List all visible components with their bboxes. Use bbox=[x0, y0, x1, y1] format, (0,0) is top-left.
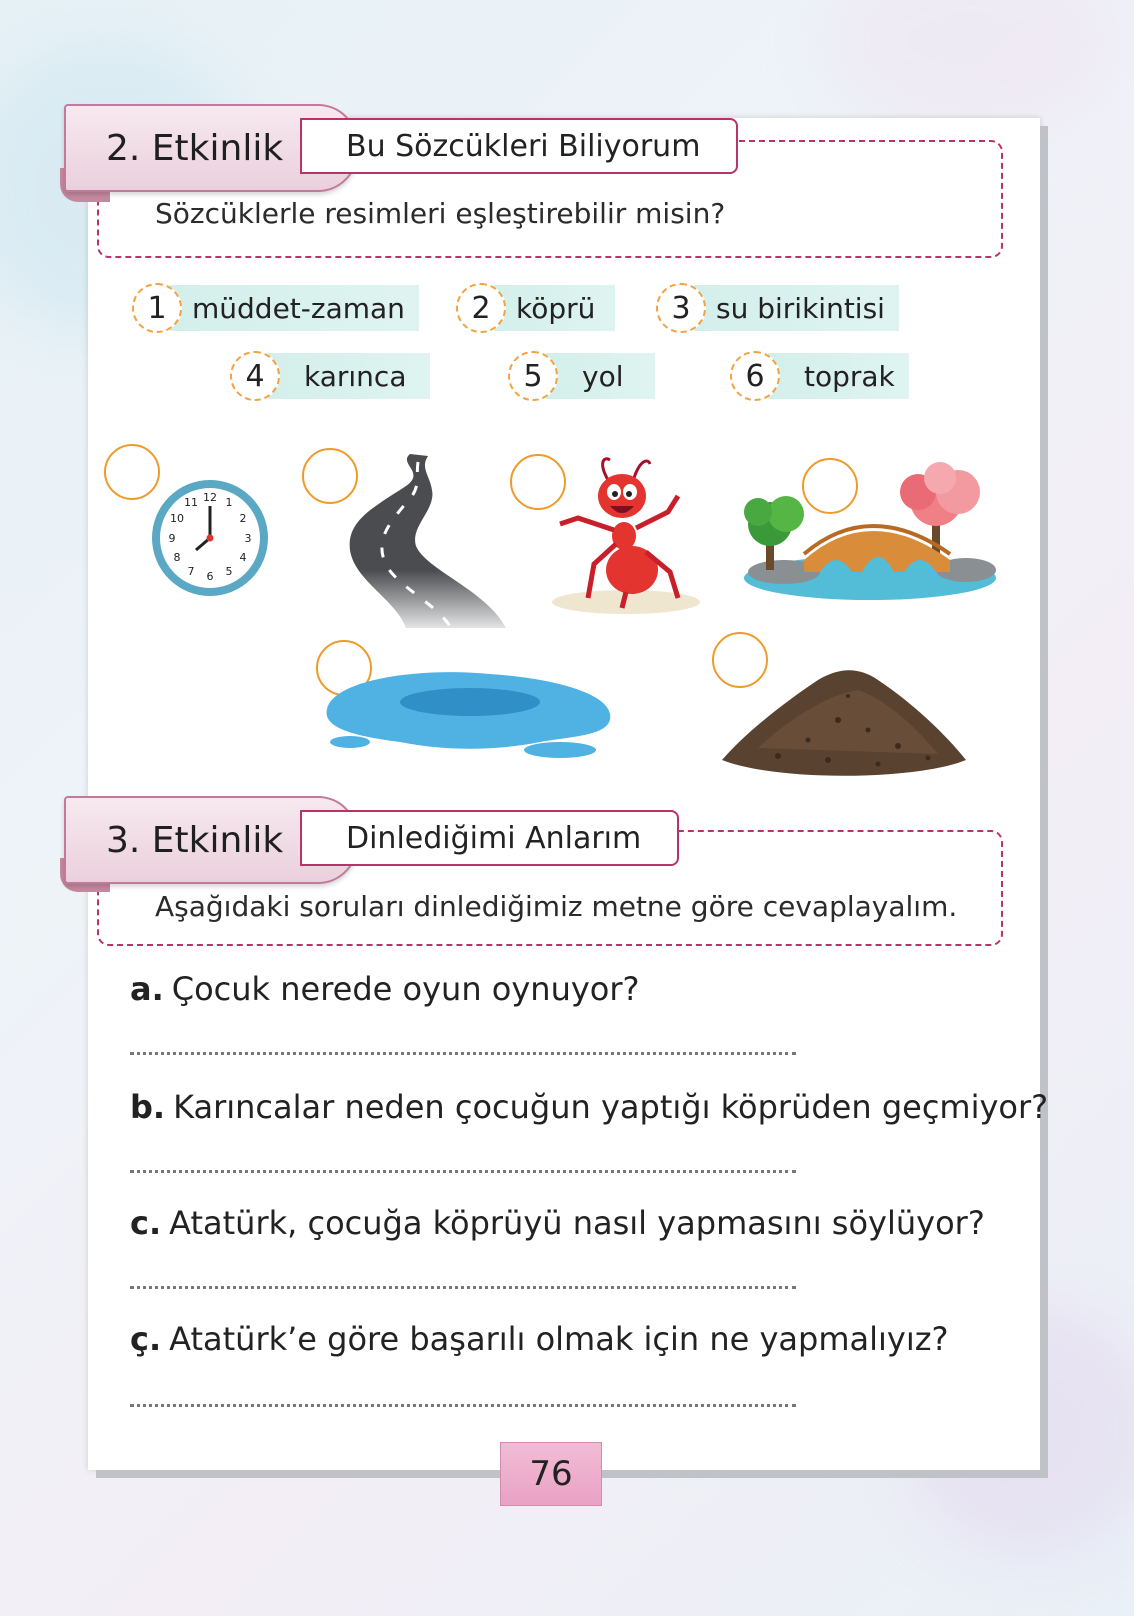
clock-numeral: 9 bbox=[168, 532, 176, 545]
word-text: toprak bbox=[768, 353, 909, 399]
page-number-text: 76 bbox=[529, 1454, 573, 1494]
question-letter: b. bbox=[130, 1088, 166, 1126]
road-image bbox=[336, 450, 512, 628]
clock-numeral: 7 bbox=[187, 565, 195, 578]
activity-title-2 bbox=[300, 118, 738, 174]
activity-title-text: Bu Sözcükleri Biliyorum bbox=[346, 128, 701, 164]
clock-numeral: 1 bbox=[225, 496, 233, 509]
activity-label-text: 3. Etkinlik bbox=[106, 819, 284, 861]
clock-numeral: 5 bbox=[225, 565, 233, 578]
clock-numeral: 2 bbox=[239, 512, 247, 525]
answer-line-c[interactable] bbox=[130, 1286, 796, 1289]
puddle-image bbox=[310, 656, 624, 774]
instruction-2: Sözcüklerle resimleri eşleştirebilir misin? bbox=[155, 196, 726, 230]
question-letter: a. bbox=[130, 970, 164, 1008]
clock-image bbox=[148, 476, 272, 600]
question-text: Karıncalar neden çocuğun yaptığı köprüden geçmiyor? bbox=[173, 1088, 1049, 1126]
word-chip-4 bbox=[230, 350, 430, 402]
word-chip-1 bbox=[132, 282, 419, 334]
question-letter: ç. bbox=[130, 1320, 162, 1358]
question-text: Atatürk’e göre başarılı olmak için ne yapmalıyız? bbox=[169, 1320, 949, 1358]
answer-line-a[interactable] bbox=[130, 1052, 796, 1055]
word-chip-3 bbox=[656, 282, 899, 334]
answer-line-cc[interactable] bbox=[130, 1404, 796, 1407]
question-text: Atatürk, çocuğa köprüyü nasıl yapmasını söylüyor? bbox=[169, 1204, 985, 1242]
question-text: Çocuk nerede oyun oynuyor? bbox=[171, 970, 640, 1008]
word-number: 4 bbox=[230, 351, 280, 401]
activity-title-text: Dinlediğimi Anlarım bbox=[346, 820, 642, 856]
activity-title-3 bbox=[300, 810, 679, 866]
word-number: 3 bbox=[656, 283, 706, 333]
word-text: yol bbox=[546, 353, 655, 399]
soil-image bbox=[718, 660, 970, 784]
word-chip-2 bbox=[456, 282, 615, 334]
question-letter: c. bbox=[130, 1204, 162, 1242]
word-number: 2 bbox=[456, 283, 506, 333]
word-text: müddet-zaman bbox=[170, 285, 419, 331]
instruction-3: Aşağıdaki soruları dinlediğimiz metne göre cevaplayalım. bbox=[155, 889, 958, 923]
activity-label-text: 2. Etkinlik bbox=[106, 127, 284, 169]
page-number bbox=[500, 1442, 602, 1506]
clock-numeral: 10 bbox=[170, 512, 184, 525]
word-chip-6 bbox=[730, 350, 909, 402]
clock-numeral: 3 bbox=[244, 532, 252, 545]
clock-numeral: 6 bbox=[206, 570, 214, 583]
answer-line-b[interactable] bbox=[130, 1170, 796, 1173]
word-number: 1 bbox=[132, 283, 182, 333]
question-a bbox=[130, 970, 640, 1008]
ant-image bbox=[538, 452, 714, 620]
clock-numeral: 8 bbox=[173, 551, 181, 564]
clock-numeral: 4 bbox=[239, 551, 247, 564]
word-text: köprü bbox=[494, 285, 615, 331]
question-b bbox=[130, 1088, 1048, 1126]
clock-numeral: 11 bbox=[184, 496, 198, 509]
question-c bbox=[130, 1204, 985, 1242]
word-chip-5 bbox=[508, 350, 655, 402]
question-cc bbox=[130, 1320, 949, 1358]
bridge-image bbox=[740, 462, 998, 606]
clock-numeral: 12 bbox=[203, 491, 217, 504]
word-text: karınca bbox=[268, 353, 430, 399]
word-number: 5 bbox=[508, 351, 558, 401]
word-number: 6 bbox=[730, 351, 780, 401]
word-text: su birikintisi bbox=[694, 285, 899, 331]
